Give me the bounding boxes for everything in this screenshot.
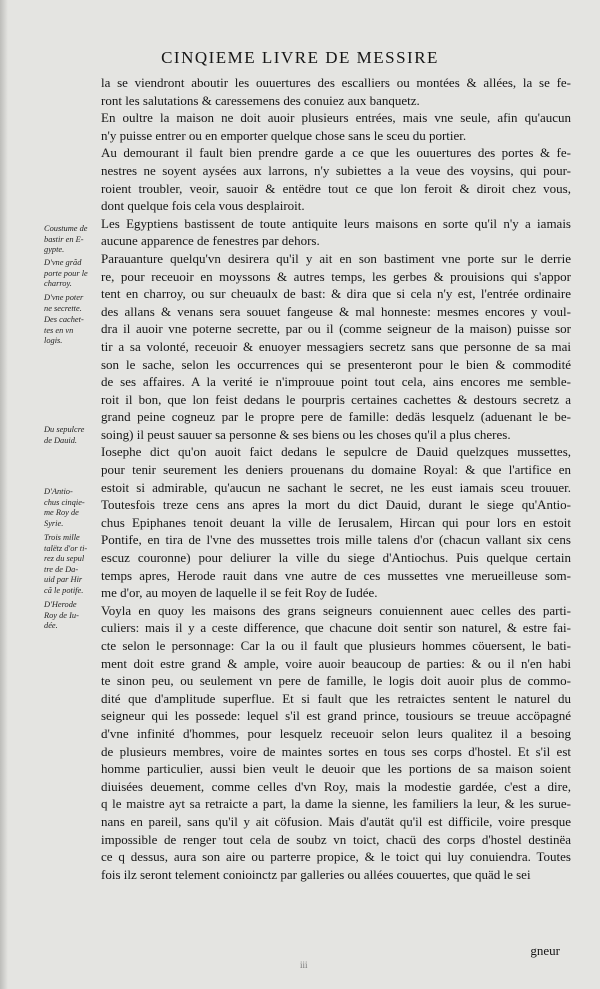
text-line: Voyla en quoy les maisons des grans seigneurs conuiennent auec celles des parti- [101, 602, 571, 618]
text-line: dont quelque fois cela vous desplairoit. [101, 198, 305, 214]
text-line: ront les salutations & caressemens des conuiez aux banquetz. [101, 92, 420, 108]
margin-note-line: gypte. [44, 245, 65, 255]
text-line: aucune apparence de fenestres par dehors. [101, 233, 320, 249]
page-edge-shadow [0, 0, 8, 989]
paragraph [101, 215, 571, 250]
margin-note [44, 487, 104, 529]
text-line: soing) il peust sauuer sa personne & ses biens ou les choses qu'il a plus cheres. [101, 426, 511, 442]
text-line: re, pour receuoir en moyssons & autres temps, les gerbes & prouisions qui s'appor [101, 268, 571, 284]
text-line: nans en pareil, sans qu'il y ait cöfusion. Mais d'autät qu'il est difficile, voire presque [101, 813, 571, 829]
catchword: gneur [530, 943, 560, 958]
margin-note-line: Trois mille [44, 533, 80, 542]
margin-note [44, 258, 104, 290]
paragraph [101, 250, 571, 444]
text-line: d'vne infinité d'hommes, pour lesquelz receuoir selon leurs qualitez il a besoing [101, 725, 571, 741]
text-line: ment doit estre grand & ample, voire auoir beaucoup de parties: & ou il n'en habi [101, 655, 571, 671]
text-line: ce q dessus, aura son aire ou parterre propice, & le toict qui luy conuiendra. Toutes [101, 849, 571, 865]
text-line: te sinon peu, ou seulement vn pere de famille, le logis doit auoir plus de commo- [101, 673, 571, 689]
margin-note [44, 425, 104, 446]
margin-note-line: me Roy de [44, 508, 79, 518]
text-line: roit il bon, que lon feist dedans le pourpris certaines cachettes & destours secretz a [101, 391, 571, 407]
margin-note [44, 224, 104, 256]
margin-note-line: cã le potife. [44, 585, 84, 595]
margin-note-line: ne secrette. [44, 303, 82, 313]
margin-note [44, 293, 104, 314]
margin-note-line: Du sepulcre [44, 425, 85, 434]
text-line: des allans & venans sera souuet fangeuse & mal honneste: mesmes encores y voul- [101, 303, 571, 319]
margin-note-line: Syrie. [44, 518, 64, 528]
text-line: temps apres, Herode rauit dans vne autre de ces mussettes vne merueilleuse som- [101, 567, 571, 583]
text-line: impossible de renger tout cela de soubz vn toict, chacü des corps d'hostel destinëa [101, 831, 571, 847]
text-line: cte selon le personnage: Car la ou il fault que plusieurs hommes cöuersent, le bati- [101, 638, 571, 653]
paragraph [101, 443, 571, 601]
text-line: de plusieurs membres, voire de maintes sortes en tous ses corps d'hostel. Et s'il est [101, 743, 571, 759]
text-line: Au demourant il fault bien prendre garde a ce que les ouuertures des portes & fe- [101, 145, 571, 161]
text-line: Toutesfois treze cens ans apres la mort du dict Dauid, durant le siege qu'Antio- [101, 497, 571, 513]
text-line: Iosephe dict qu'on auoit faict dedans le sepulcre de Dauid quelzques mussettes, [101, 444, 571, 460]
text-line: dra il auoir vne poterne secrette, par ou il (comme seigneur de la maison) puisse sor [101, 321, 571, 337]
margin-note-line: Roy de Iu- [44, 610, 79, 620]
margin-note-line: tre de Da- [44, 564, 79, 574]
text-line: Pontife, en tira de l'vne des mussettes trois mille talens d'or (chacun vallant six cens [101, 532, 571, 548]
running-head: CINQIEME LIVRE DE MESSIRE [161, 48, 439, 67]
text-line: homme particulier, aussi bien veult le deuoir que les portions de sa maison soient [101, 761, 571, 777]
margin-note-line: D'vne poter [44, 293, 84, 302]
text-line: pour tenir seurement les deniers prouenans du domaine Royal: & que l'artifice en [101, 462, 571, 478]
text-line: tent en charroy, ou sur cheuaulx de bast: & dira que si cela n'y est, l'entrée ordinaire [101, 286, 571, 302]
margin-note-line: tes en vn [44, 325, 74, 335]
main-text [101, 74, 571, 883]
margin-note-line: bastir en E- [44, 234, 84, 244]
text-line: chus Epiphanes tenoit deuant la ville de Ierusalem, Hircan qui pour lors en estoit [101, 514, 571, 530]
paragraph [101, 602, 571, 884]
text-line: estoit si admirable, qu'aucun ne sachant le secret, ne les eust iamais sceu trouuer. [101, 479, 571, 495]
margin-note-line: D'Herode [44, 600, 77, 609]
paragraph [101, 109, 571, 144]
margin-note-line: dée. [44, 621, 58, 631]
text-line: me d'or, au moyen de laquelle il se feit Roy de Iudée. [101, 585, 378, 601]
text-line: En oultre la maison ne doit auoir plusieurs entrées, mais vne seule, afin qu'aucun [101, 110, 571, 126]
margin-note [44, 600, 104, 632]
text-line: tir a sa volonté, receuoir & enuoyer messagiers secretz sans que personne de sa mai [101, 338, 571, 354]
margin-note-line: talëtz d'or ti- [44, 543, 88, 553]
signature-mark: iii [300, 960, 308, 970]
text-line: seigneur qui les possede: lequel s'il est grand prince, tousiours se treuue accöpagné [101, 708, 571, 724]
text-line: fois ilz seront telement conioinctz par galleries ou allées couuertes, que quäd le sei [101, 866, 531, 882]
margin-note-line: Des cachet- [44, 315, 84, 324]
paragraph [101, 144, 571, 214]
text-line: nestres ne soyent aysées aux larrons, n'y subiettes a la veue des voysins, qui pour- [101, 162, 571, 178]
text-line: roient troubler, veoir, sauoir & entëdre tout ce que lon feroit & diroit chez vous, [101, 180, 571, 196]
margin-note-line: de Dauid. [44, 435, 78, 445]
text-line: diuisées deuement, comme celles d'vn Roy, mais la modestie gardée, c'est a dire, [101, 778, 571, 794]
text-line: escuz couronne) pour deliurer la ville du siege d'Antiochus. Puis quelque certain [101, 550, 571, 566]
text-line: Parauanture quelqu'vn desirera qu'il y ait en son bastiment vne porte sur le derrie [101, 250, 571, 266]
margin-note-line: chus cinqie- [44, 497, 85, 507]
margin-note [44, 533, 104, 597]
margin-note-line: rez du sepul [44, 554, 85, 564]
text-line: son le sache, selon les occurrences qui se presenteront pour le bien & commodité [101, 356, 571, 372]
margin-note-line: D'Antio- [44, 487, 73, 496]
margin-note-line: D'vne grãd [44, 258, 82, 267]
text-line: la se viendront aboutir les ouuertures des escalliers ou montées & allées, la se fe- [101, 75, 571, 90]
margin-note-line: uid par Hir [44, 575, 83, 585]
text-line: culiers: mais il y a ceste difference, que chacune doit sentir son naturel, & estre fai- [101, 620, 571, 636]
text-line: dité que d'amplitude superflue. Et si fault que les retraictes sentent le naturel du [101, 690, 571, 706]
margin-note [44, 315, 104, 347]
text-line: Les Egyptiens bastissent de toute antiquite leurs maisons en sorte qu'il n'y a iamais [101, 215, 571, 231]
paragraph [101, 74, 571, 109]
margin-note-line: charroy. [44, 279, 72, 289]
text-line: n'y puisse entrer ou en emporter quelque chose sans le sceu du portier. [101, 127, 467, 143]
margin-note-line: logis. [44, 336, 63, 346]
text-line: q le maistre ayt sa retraicte a part, la dame la sienne, les familiers la leur, & les surue- [101, 796, 571, 812]
margin-note-line: Coustume de [44, 224, 88, 233]
margin-note-line: porte pour le [44, 268, 88, 278]
text-line: grand peine cogneuz par le propre pere de famille: dedäs lesquelz (aduenant le be- [101, 409, 571, 425]
text-line: de ses affaires. A la verité ie n'improuue point tout cela, ains encores me semble- [101, 374, 571, 390]
